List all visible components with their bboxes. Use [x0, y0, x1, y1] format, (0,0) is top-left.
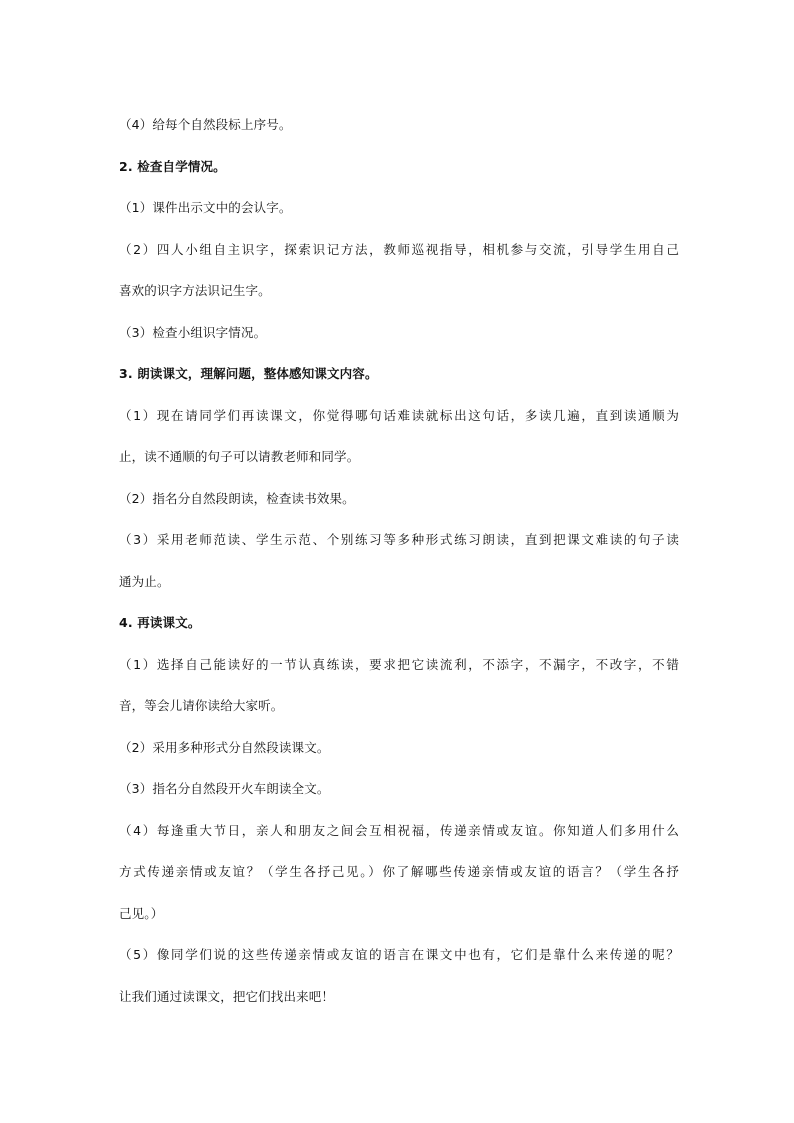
paragraph-line: （3）指名分自然段开火车朗读全文。 [119, 781, 330, 796]
paragraph-line: 止，读不通顺的句子可以请教老师和同学。 [119, 449, 360, 464]
paragraph-line: （1）课件出示文中的会认字。 [119, 200, 292, 215]
paragraph-line: 让我们通过读课文，把它们找出来吧！ [119, 988, 335, 1004]
paragraph-line: 方式传递亲情或友谊？（学生各抒己见。）你了解哪些传递亲情或友谊的语言？（学生各抒 [119, 864, 679, 879]
paragraph-line: （4）每逢重大节日，亲人和朋友之间会互相祝福，传递亲情或友谊。你知道人们多用什么 [119, 822, 679, 838]
paragraph-line: （5）像同学们说的这些传递亲情或友谊的语言在课文中也有，它们是靠什么来传递的呢？ [119, 947, 679, 962]
paragraph-line: （1）选择自己能读好的一节认真练读，要求把它读流利，不添字，不漏字，不改字，不错 [119, 656, 679, 672]
paragraph-line: （2）采用多种形式分自然段读课文。 [119, 739, 330, 755]
paragraph-line: （3）采用老师范读、学生示范、个别练习等多种形式练习朗读，直到把课文难读的句子读 [119, 532, 679, 547]
paragraph-line: 通为止。 [119, 573, 170, 589]
section-heading: 3. 朗读课文，理解问题，整体感知课文内容。 [119, 366, 378, 381]
paragraph-line: （2）四人小组自主识字，探索识记方法，教师巡视指导，相机参与交流，引导学生用自己 [119, 241, 679, 257]
paragraph-line: （3）检查小组识字情况。 [119, 324, 267, 340]
paragraph-line: （2）指名分自然段朗读，检查读书效果。 [119, 490, 355, 506]
paragraph-line: （4）给每个自然段标上序号。 [119, 117, 292, 132]
document-body [119, 104, 679, 1017]
paragraph-line: 音，等会儿请你读给大家听。 [119, 698, 284, 713]
paragraph-line: 喜欢的识字方法识记生字。 [119, 283, 271, 298]
section-heading: 2. 检查自学情况。 [119, 158, 226, 174]
section-heading: 4. 再读课文。 [119, 615, 201, 630]
paragraph-line: 己见。） [119, 905, 164, 921]
paragraph-line: （1）现在请同学们再读课文，你觉得哪句话难读就标出这句话，多读几遍，直到读通顺为 [119, 407, 679, 423]
